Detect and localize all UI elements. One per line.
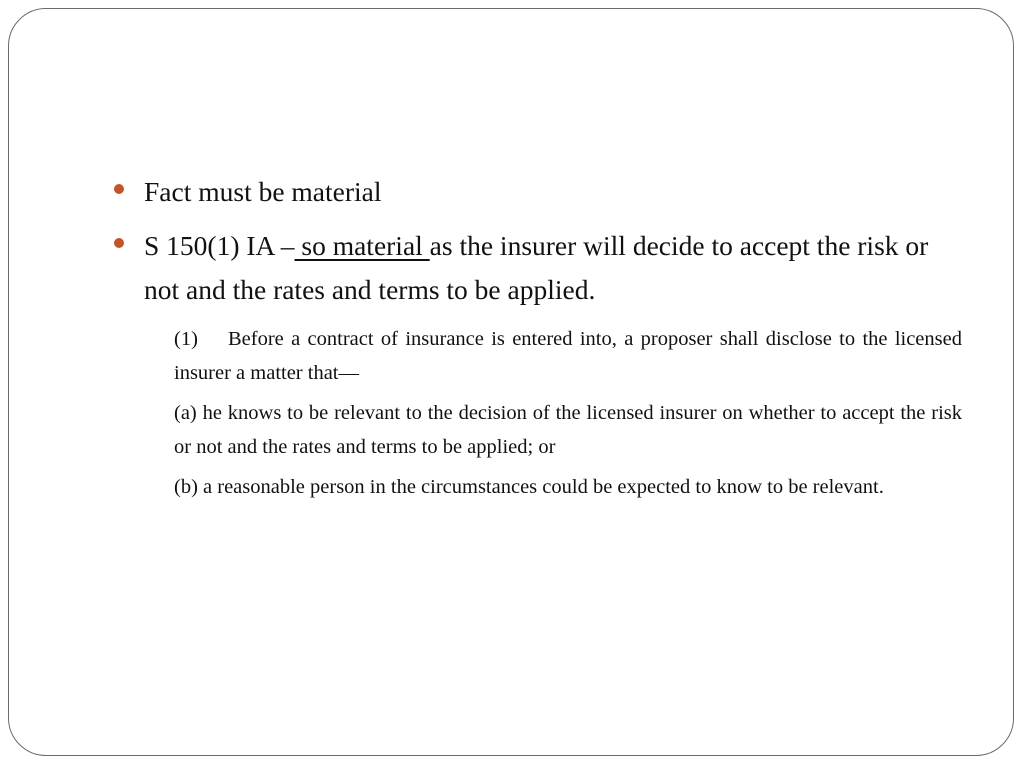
statute-clause-b: (b) a reasonable person in the circumstances could be expected to know to be relevant. xyxy=(174,476,884,498)
slide-content xyxy=(112,170,964,510)
statute-number: (1) xyxy=(174,328,198,350)
bullet-prefix: S 150(1) IA – xyxy=(144,230,295,261)
bullet-item-section-150 xyxy=(112,224,964,312)
bullet-dot-icon xyxy=(114,238,124,248)
bullet-text: Fact must be material xyxy=(144,176,382,207)
statute-intro-text: Before a contract of insurance is entered into, a proposer shall disclose to the licensed insurer a matter that— xyxy=(174,328,962,384)
statute-quote xyxy=(174,322,962,504)
underlined-term: so material xyxy=(294,230,430,261)
statute-clause-a: (a) he knows to be relevant to the decision of the licensed insurer on whether to accept the risk or not and the rates and terms to be applied; or xyxy=(174,402,962,458)
bullet-dot-icon xyxy=(114,184,124,194)
bullet-item-fact-material xyxy=(112,170,964,214)
bullet-suffix: as the insurer will decide to accept the risk or not and the rates and terms to be applied. xyxy=(144,230,929,305)
statute-intro xyxy=(174,322,962,390)
